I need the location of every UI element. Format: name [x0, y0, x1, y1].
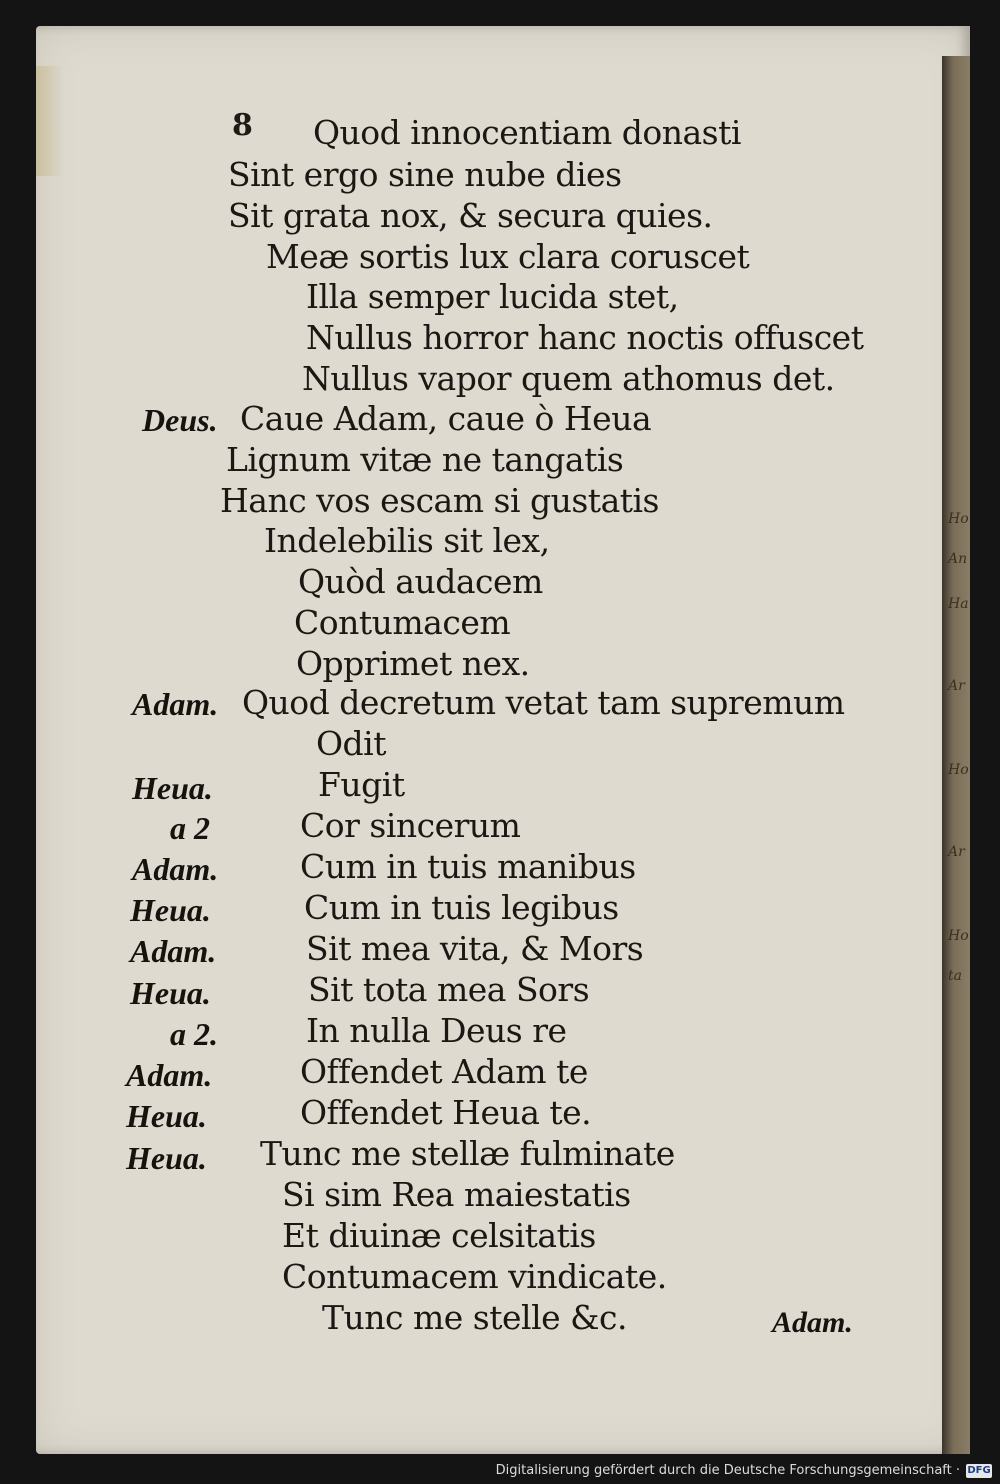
text-line: Quòd audacem — [298, 562, 543, 601]
edge-text: Ho — [948, 511, 969, 527]
footer-bar — [0, 1454, 1000, 1484]
text-line: In nulla Deus re — [306, 1011, 567, 1050]
text-line: Tunc me stellæ fulminate — [260, 1134, 675, 1173]
speaker-label: Adam. — [130, 933, 217, 969]
text-line: Quod decretum vetat tam supremum — [242, 683, 845, 722]
speaker-label: a 2. — [170, 1016, 218, 1052]
dfg-logo-icon: DFG — [967, 1465, 991, 1476]
edge-text: Ho — [948, 762, 969, 778]
text-line: Contumacem — [294, 603, 511, 642]
text-line: Illa semper lucida stet, — [306, 277, 679, 316]
speaker-label: Deus. — [142, 402, 218, 438]
speaker-label: Heua. — [130, 892, 211, 928]
speaker-label: a 2 — [170, 810, 210, 846]
text-line: Offendet Heua te. — [300, 1093, 592, 1132]
text-line: Cum in tuis legibus — [304, 888, 619, 927]
text-line: Odit — [316, 724, 386, 763]
speaker-label: Adam. — [132, 686, 219, 722]
text-line: Sit tota mea Sors — [308, 970, 590, 1009]
speaker-label: Heua. — [132, 770, 213, 806]
text-line: Indelebilis sit lex, — [264, 521, 550, 560]
book-page — [36, 26, 970, 1454]
speaker-label: Heua. — [126, 1140, 207, 1176]
text-line: Quod innocentiam donasti — [313, 113, 741, 152]
text-line: Sit grata nox, & secura quies. — [228, 196, 713, 235]
speaker-label: Heua. — [130, 975, 211, 1011]
edge-text: Ar — [948, 844, 965, 860]
speaker-label: Adam. — [132, 851, 219, 887]
text-line: Offendet Adam te — [300, 1052, 588, 1091]
text-line: Lignum vitæ ne tangatis — [226, 440, 624, 479]
text-line: Tunc me stelle &c. — [322, 1298, 627, 1337]
adjacent-page-edge — [942, 56, 970, 1466]
text-line: Contumacem vindicate. — [282, 1257, 667, 1296]
text-line: Cum in tuis manibus — [300, 847, 636, 886]
edge-text: Ha — [948, 596, 969, 612]
text-line: Meæ sortis lux clara coruscet — [266, 237, 750, 276]
text-line: Cor sincerum — [300, 806, 521, 845]
text-line: Hanc vos escam si gustatis — [220, 481, 659, 520]
text-line: Et diuinæ celsitatis — [282, 1216, 596, 1255]
text-line: Opprimet nex. — [296, 644, 530, 683]
digitization-credit: Digitalisierung gefördert durch die Deutsche Forschungsgemeinschaft · — [495, 1463, 960, 1478]
text-line: Si sim Rea maiestatis — [282, 1175, 631, 1214]
edge-text: Ho — [948, 928, 969, 944]
speaker-label: Adam. — [126, 1057, 213, 1093]
edge-text: Ar — [948, 678, 965, 694]
edge-text: An — [948, 551, 968, 567]
text-line: Sint ergo sine nube dies — [228, 155, 622, 194]
catchword: Adam. — [772, 1306, 853, 1339]
text-line: Caue Adam, caue ò Heua — [240, 399, 652, 438]
edge-text: ta — [948, 968, 962, 984]
speaker-label: Heua. — [126, 1098, 207, 1134]
text-line: Nullus horror hanc noctis offuscet — [306, 318, 864, 357]
page-number: 8 — [232, 108, 253, 143]
text-line: Sit mea vita, & Mors — [306, 929, 644, 968]
text-line: Nullus vapor quem athomus det. — [302, 359, 835, 398]
text-line: Fugit — [318, 765, 405, 804]
